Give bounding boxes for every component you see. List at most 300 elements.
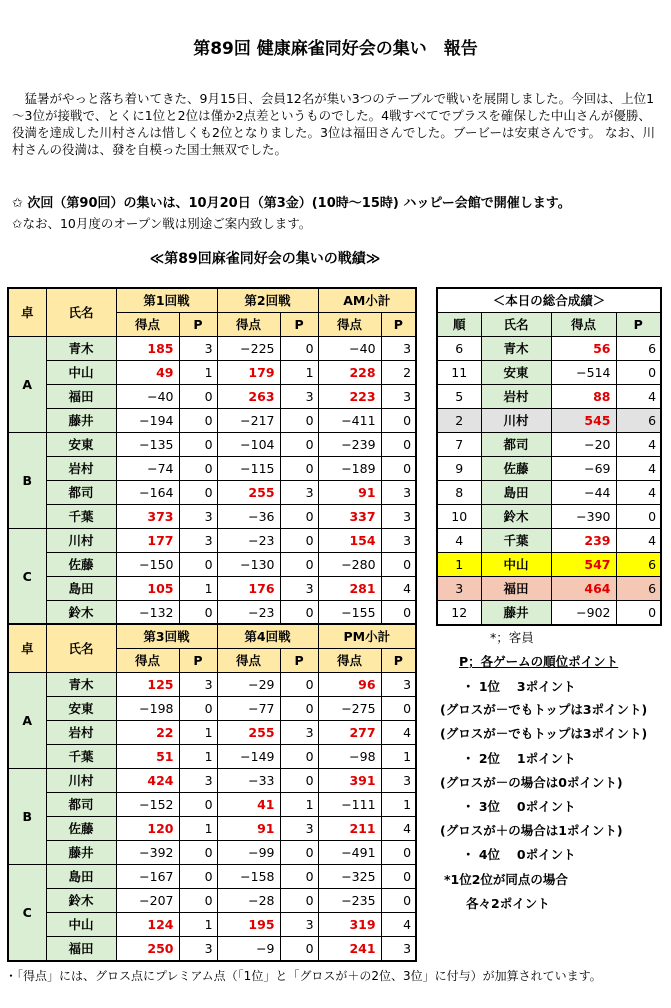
- game-points: 3: [179, 673, 217, 697]
- table-group-label: B: [8, 769, 46, 865]
- legend-line: (グロスが－でもトップは3ポイント): [440, 726, 648, 741]
- table-row: [8, 553, 416, 577]
- header-score: 得点: [116, 649, 179, 673]
- subtotal-points: 3: [381, 505, 416, 529]
- header-points: P: [616, 313, 661, 337]
- header-points: P: [280, 649, 318, 673]
- player-name: 福田: [46, 385, 116, 409]
- subtotal-score: −40: [318, 337, 381, 361]
- subtotal-points: 3: [381, 673, 416, 697]
- table-row: [437, 601, 661, 626]
- header-rank: 順: [437, 313, 481, 337]
- header-points: P: [179, 313, 217, 337]
- player-name: 鈴木: [481, 505, 551, 529]
- overall-points: 0: [616, 601, 661, 626]
- header-game2: 第2回戦: [217, 288, 318, 313]
- table-row: [8, 793, 416, 817]
- player-name: 藤井: [46, 841, 116, 865]
- overall-rank: 5: [437, 385, 481, 409]
- game-points: 0: [179, 601, 217, 626]
- game-points: 0: [280, 889, 318, 913]
- legend-line: ・ 2位 1ポイント: [462, 751, 576, 766]
- subtotal-score: 241: [318, 937, 381, 962]
- game-score: 263: [217, 385, 280, 409]
- overall-score: 464: [551, 577, 616, 601]
- overall-rank: 9: [437, 457, 481, 481]
- overall-score: 547: [551, 553, 616, 577]
- game-points: 0: [179, 889, 217, 913]
- player-name: 千葉: [46, 505, 116, 529]
- subtotal-score: −239: [318, 433, 381, 457]
- overall-rank: 4: [437, 529, 481, 553]
- overall-rank: 10: [437, 505, 481, 529]
- subtotal-points: 1: [381, 745, 416, 769]
- game-points: 0: [280, 937, 318, 962]
- header-name: 氏名: [481, 313, 551, 337]
- table-row: [8, 361, 416, 385]
- game-score: −164: [116, 481, 179, 505]
- game-score: −149: [217, 745, 280, 769]
- subtotal-score: −491: [318, 841, 381, 865]
- overall-score: −20: [551, 433, 616, 457]
- subtotal-score: 96: [318, 673, 381, 697]
- legend-line: ・ 1位 3ポイント: [462, 679, 576, 694]
- game-score: −207: [116, 889, 179, 913]
- overall-score: −514: [551, 361, 616, 385]
- page-title: 第89回 健康麻雀同好会の集い 報告: [193, 39, 478, 59]
- table-row: [8, 697, 416, 721]
- game-score: 255: [217, 481, 280, 505]
- game-score: −135: [116, 433, 179, 457]
- table-group-label: B: [8, 433, 46, 529]
- game-score: −198: [116, 697, 179, 721]
- overall-score: 88: [551, 385, 616, 409]
- table-row: [8, 745, 416, 769]
- game-points: 0: [280, 553, 318, 577]
- subtotal-points: 0: [381, 841, 416, 865]
- subtotal-score: 91: [318, 481, 381, 505]
- intro-paragraph: 猛暑がやっと落ち着いてきた、9月15日、会員12名が集い3つのテーブルで戦いを展開しました。今回は、上位1～3位が接戦で、とくに1位と2位は僅か2点差というものでした。4戦すべてでプラスを確保した中山さんが優勝、役満を達成した川村さんは惜しくも2位となりました。3位は福田さんでした。ブービーは安東さんです。 なお、川村さんの役満は、發を自模った国士無双でした。: [12, 91, 656, 157]
- overall-points: 4: [616, 529, 661, 553]
- game-points: 1: [179, 361, 217, 385]
- points-legend-heading: P；各ゲームの順位ポイント: [459, 654, 619, 669]
- header-name: 氏名: [46, 624, 116, 673]
- game-points: 3: [179, 505, 217, 529]
- game-points: 3: [179, 529, 217, 553]
- table-group-label: A: [8, 337, 46, 433]
- table-row: [8, 841, 416, 865]
- game-points: 0: [280, 409, 318, 433]
- subtotal-score: 277: [318, 721, 381, 745]
- game-points: 3: [280, 913, 318, 937]
- game-score: 255: [217, 721, 280, 745]
- overall-score: −390: [551, 505, 616, 529]
- table-row: [437, 433, 661, 457]
- next-meeting-announcement: ✩ 次回（第90回）の集いは、10月20日（第3金）(10時～15時) ハッピー会館で開催します。: [12, 196, 571, 211]
- subtotal-points: 3: [381, 385, 416, 409]
- game-points: 3: [280, 817, 318, 841]
- game-points: 3: [179, 337, 217, 361]
- table-row: [437, 529, 661, 553]
- game-points: 3: [179, 769, 217, 793]
- game-points: 0: [280, 841, 318, 865]
- player-name: 中山: [481, 553, 551, 577]
- game-score: 51: [116, 745, 179, 769]
- overall-score: −69: [551, 457, 616, 481]
- subtotal-score: −411: [318, 409, 381, 433]
- game-points: 0: [179, 697, 217, 721]
- game-score: −115: [217, 457, 280, 481]
- header-score: 得点: [318, 313, 381, 337]
- game-points: 0: [179, 409, 217, 433]
- game-score: 424: [116, 769, 179, 793]
- game-score: −158: [217, 865, 280, 889]
- game-score: −77: [217, 697, 280, 721]
- game-points: 1: [179, 577, 217, 601]
- player-name: 安東: [481, 361, 551, 385]
- table-row: [437, 385, 661, 409]
- player-name: 川村: [46, 529, 116, 553]
- table-row: [8, 337, 416, 361]
- game-points: 0: [179, 481, 217, 505]
- table-row: [437, 481, 661, 505]
- overall-rank: 8: [437, 481, 481, 505]
- overall-points: 0: [616, 505, 661, 529]
- game-score: −150: [116, 553, 179, 577]
- table-row: [437, 361, 661, 385]
- player-name: 青木: [46, 673, 116, 697]
- player-name: 島田: [46, 577, 116, 601]
- header-score: 得点: [551, 313, 616, 337]
- am-results-table: [7, 287, 417, 626]
- subtotal-score: 391: [318, 769, 381, 793]
- table-row: [8, 577, 416, 601]
- table-row: [8, 457, 416, 481]
- player-name: 島田: [481, 481, 551, 505]
- table-row: [437, 337, 661, 361]
- subtotal-points: 3: [381, 769, 416, 793]
- subtotal-score: 281: [318, 577, 381, 601]
- game-score: −29: [217, 673, 280, 697]
- subtotal-points: 4: [381, 577, 416, 601]
- table-row: [8, 601, 416, 626]
- overall-score: −902: [551, 601, 616, 626]
- game-points: 1: [179, 817, 217, 841]
- subtotal-score: −325: [318, 865, 381, 889]
- game-points: 0: [280, 337, 318, 361]
- game-score: −33: [217, 769, 280, 793]
- overall-score: 545: [551, 409, 616, 433]
- game-score: −23: [217, 529, 280, 553]
- table-row: [8, 937, 416, 962]
- open-match-notice: ✩なお、10月度のオープン戦は別途ご案内致します。: [12, 216, 312, 231]
- subtotal-points: 3: [381, 337, 416, 361]
- subtotal-points: 1: [381, 793, 416, 817]
- table-row: [8, 529, 416, 553]
- game-points: 3: [280, 481, 318, 505]
- header-table: 卓: [8, 288, 46, 337]
- player-name: 千葉: [481, 529, 551, 553]
- table-row: [8, 481, 416, 505]
- game-score: 124: [116, 913, 179, 937]
- overall-rank: 12: [437, 601, 481, 626]
- game-points: 0: [280, 601, 318, 626]
- legend-line: ・ 4位 0ポイント: [462, 847, 576, 862]
- header-name: 氏名: [46, 288, 116, 337]
- subtotal-score: 223: [318, 385, 381, 409]
- game-points: 0: [179, 433, 217, 457]
- game-score: −194: [116, 409, 179, 433]
- legend-line: ・ 3位 0ポイント: [462, 799, 576, 814]
- subtotal-score: −235: [318, 889, 381, 913]
- subtotal-score: 211: [318, 817, 381, 841]
- game-score: −130: [217, 553, 280, 577]
- player-name: 都司: [481, 433, 551, 457]
- legend-line: *1位2位が同点の場合: [444, 872, 568, 887]
- game-score: 176: [217, 577, 280, 601]
- game-score: 49: [116, 361, 179, 385]
- table-row: [8, 673, 416, 697]
- table-row: [8, 505, 416, 529]
- game-score: −36: [217, 505, 280, 529]
- overall-rank: 11: [437, 361, 481, 385]
- subtotal-points: 3: [381, 937, 416, 962]
- table-row: [437, 553, 661, 577]
- subtotal-score: −280: [318, 553, 381, 577]
- table-row: [8, 817, 416, 841]
- subtotal-points: 0: [381, 409, 416, 433]
- game-points: 1: [179, 745, 217, 769]
- subtotal-points: 4: [381, 721, 416, 745]
- table-row: [8, 889, 416, 913]
- game-score: 250: [116, 937, 179, 962]
- subtotal-points: 3: [381, 529, 416, 553]
- game-score: −132: [116, 601, 179, 626]
- game-score: −217: [217, 409, 280, 433]
- game-score: 373: [116, 505, 179, 529]
- overall-points: 0: [616, 361, 661, 385]
- game-score: −99: [217, 841, 280, 865]
- player-name: 鈴木: [46, 601, 116, 626]
- subtotal-score: 154: [318, 529, 381, 553]
- player-name: 川村: [481, 409, 551, 433]
- overall-points: 6: [616, 337, 661, 361]
- game-score: −23: [217, 601, 280, 626]
- game-score: −392: [116, 841, 179, 865]
- header-am-subtotal: AM小計: [318, 288, 416, 313]
- footnote: ・「得点」には、グロス点にプレミアム点（「1位」と「グロスが＋の2位、3位」に付与）が加算されています。: [5, 969, 602, 983]
- overall-points: 4: [616, 457, 661, 481]
- subtotal-score: −111: [318, 793, 381, 817]
- game-score: 125: [116, 673, 179, 697]
- game-score: −104: [217, 433, 280, 457]
- table-row: [437, 577, 661, 601]
- game-points: 3: [280, 577, 318, 601]
- game-points: 0: [280, 673, 318, 697]
- overall-points: 6: [616, 409, 661, 433]
- player-name: 中山: [46, 913, 116, 937]
- game-score: −167: [116, 865, 179, 889]
- subtotal-points: 0: [381, 433, 416, 457]
- overall-rank: 7: [437, 433, 481, 457]
- table-row: [8, 769, 416, 793]
- header-score: 得点: [217, 649, 280, 673]
- subtotal-points: 0: [381, 865, 416, 889]
- game-score: 120: [116, 817, 179, 841]
- game-points: 0: [179, 865, 217, 889]
- table-row: [437, 505, 661, 529]
- subtotal-score: −98: [318, 745, 381, 769]
- subtotal-score: 319: [318, 913, 381, 937]
- game-points: 1: [179, 913, 217, 937]
- player-name: 福田: [46, 937, 116, 962]
- subtotal-points: 0: [381, 601, 416, 626]
- game-score: −225: [217, 337, 280, 361]
- game-points: 0: [179, 457, 217, 481]
- overall-rank: 1: [437, 553, 481, 577]
- table-row: [8, 433, 416, 457]
- table-row: [8, 409, 416, 433]
- game-score: 105: [116, 577, 179, 601]
- table-row: [8, 865, 416, 889]
- player-name: 藤井: [46, 409, 116, 433]
- subtotal-points: 0: [381, 697, 416, 721]
- game-score: −74: [116, 457, 179, 481]
- player-name: 青木: [46, 337, 116, 361]
- game-score: 22: [116, 721, 179, 745]
- game-points: 0: [280, 433, 318, 457]
- overall-points: 6: [616, 577, 661, 601]
- subtotal-points: 0: [381, 457, 416, 481]
- game-points: 3: [280, 721, 318, 745]
- player-name: 中山: [46, 361, 116, 385]
- player-name: 安東: [46, 433, 116, 457]
- header-points: P: [280, 313, 318, 337]
- game-score: −40: [116, 385, 179, 409]
- legend-line: (グロスが－でもトップは3ポイント): [440, 702, 648, 717]
- player-name: 安東: [46, 697, 116, 721]
- subtotal-score: −155: [318, 601, 381, 626]
- player-name: 佐藤: [46, 817, 116, 841]
- subtotal-points: 2: [381, 361, 416, 385]
- table-row: [437, 457, 661, 481]
- header-game3: 第3回戦: [116, 624, 217, 649]
- game-points: 1: [280, 793, 318, 817]
- header-game1: 第1回戦: [116, 288, 217, 313]
- subtotal-score: −189: [318, 457, 381, 481]
- game-points: 1: [280, 361, 318, 385]
- overall-points: 4: [616, 481, 661, 505]
- subtotal-score: 337: [318, 505, 381, 529]
- header-score: 得点: [217, 313, 280, 337]
- overall-score: 56: [551, 337, 616, 361]
- game-points: 0: [179, 793, 217, 817]
- subtotal-points: 4: [381, 817, 416, 841]
- player-name: 川村: [46, 769, 116, 793]
- game-points: 0: [280, 529, 318, 553]
- subtotal-score: −275: [318, 697, 381, 721]
- game-score: 41: [217, 793, 280, 817]
- overall-score: −44: [551, 481, 616, 505]
- overall-title: ＜本日の総合成績＞: [437, 288, 661, 313]
- table-row: [8, 385, 416, 409]
- game-points: 0: [280, 505, 318, 529]
- player-name: 佐藤: [481, 457, 551, 481]
- subtotal-score: 228: [318, 361, 381, 385]
- game-score: −9: [217, 937, 280, 962]
- legend-line: (グロスが＋の場合は1ポイント): [440, 823, 623, 838]
- player-name: 佐藤: [46, 553, 116, 577]
- game-points: 0: [280, 769, 318, 793]
- overall-points: 4: [616, 433, 661, 457]
- subtotal-points: 3: [381, 481, 416, 505]
- header-points: P: [179, 649, 217, 673]
- player-name: 岩村: [46, 457, 116, 481]
- player-name: 島田: [46, 865, 116, 889]
- game-score: 177: [116, 529, 179, 553]
- player-name: 岩村: [481, 385, 551, 409]
- header-points: P: [381, 313, 416, 337]
- overall-rank: 2: [437, 409, 481, 433]
- game-points: 0: [280, 457, 318, 481]
- game-score: 195: [217, 913, 280, 937]
- game-points: 0: [179, 385, 217, 409]
- overall-points: 4: [616, 385, 661, 409]
- game-points: 0: [280, 697, 318, 721]
- table-group-label: C: [8, 865, 46, 962]
- legend-line: (グロスが－の場合は0ポイント): [440, 775, 623, 790]
- player-name: 藤井: [481, 601, 551, 626]
- subtotal-points: 0: [381, 889, 416, 913]
- overall-points: 6: [616, 553, 661, 577]
- table-row: [437, 409, 661, 433]
- player-name: 都司: [46, 793, 116, 817]
- table-group-label: C: [8, 529, 46, 626]
- player-name: 千葉: [46, 745, 116, 769]
- player-name: 岩村: [46, 721, 116, 745]
- game-points: 0: [280, 865, 318, 889]
- overall-score: 239: [551, 529, 616, 553]
- subtotal-points: 4: [381, 913, 416, 937]
- table-row: [8, 913, 416, 937]
- player-name: 都司: [46, 481, 116, 505]
- header-pm-subtotal: PM小計: [318, 624, 416, 649]
- game-score: 179: [217, 361, 280, 385]
- player-name: 鈴木: [46, 889, 116, 913]
- overall-rank: 6: [437, 337, 481, 361]
- overall-rank: 3: [437, 577, 481, 601]
- legend-line: 各々2ポイント: [466, 896, 550, 911]
- subtotal-points: 0: [381, 553, 416, 577]
- table-row: [8, 721, 416, 745]
- game-score: −28: [217, 889, 280, 913]
- game-score: −152: [116, 793, 179, 817]
- game-points: 3: [280, 385, 318, 409]
- game-points: 1: [179, 721, 217, 745]
- pm-results-table: [7, 623, 417, 962]
- game-points: 0: [179, 841, 217, 865]
- player-name: 青木: [481, 337, 551, 361]
- header-score: 得点: [116, 313, 179, 337]
- overall-results-table: [436, 287, 662, 626]
- header-table: 卓: [8, 624, 46, 673]
- header-score: 得点: [318, 649, 381, 673]
- game-points: 0: [179, 553, 217, 577]
- results-subtitle: ≪第89回麻雀同好会の集いの戦績≫: [149, 251, 381, 267]
- guest-note: *；客員: [490, 630, 534, 645]
- game-points: 0: [280, 745, 318, 769]
- game-points: 3: [179, 937, 217, 962]
